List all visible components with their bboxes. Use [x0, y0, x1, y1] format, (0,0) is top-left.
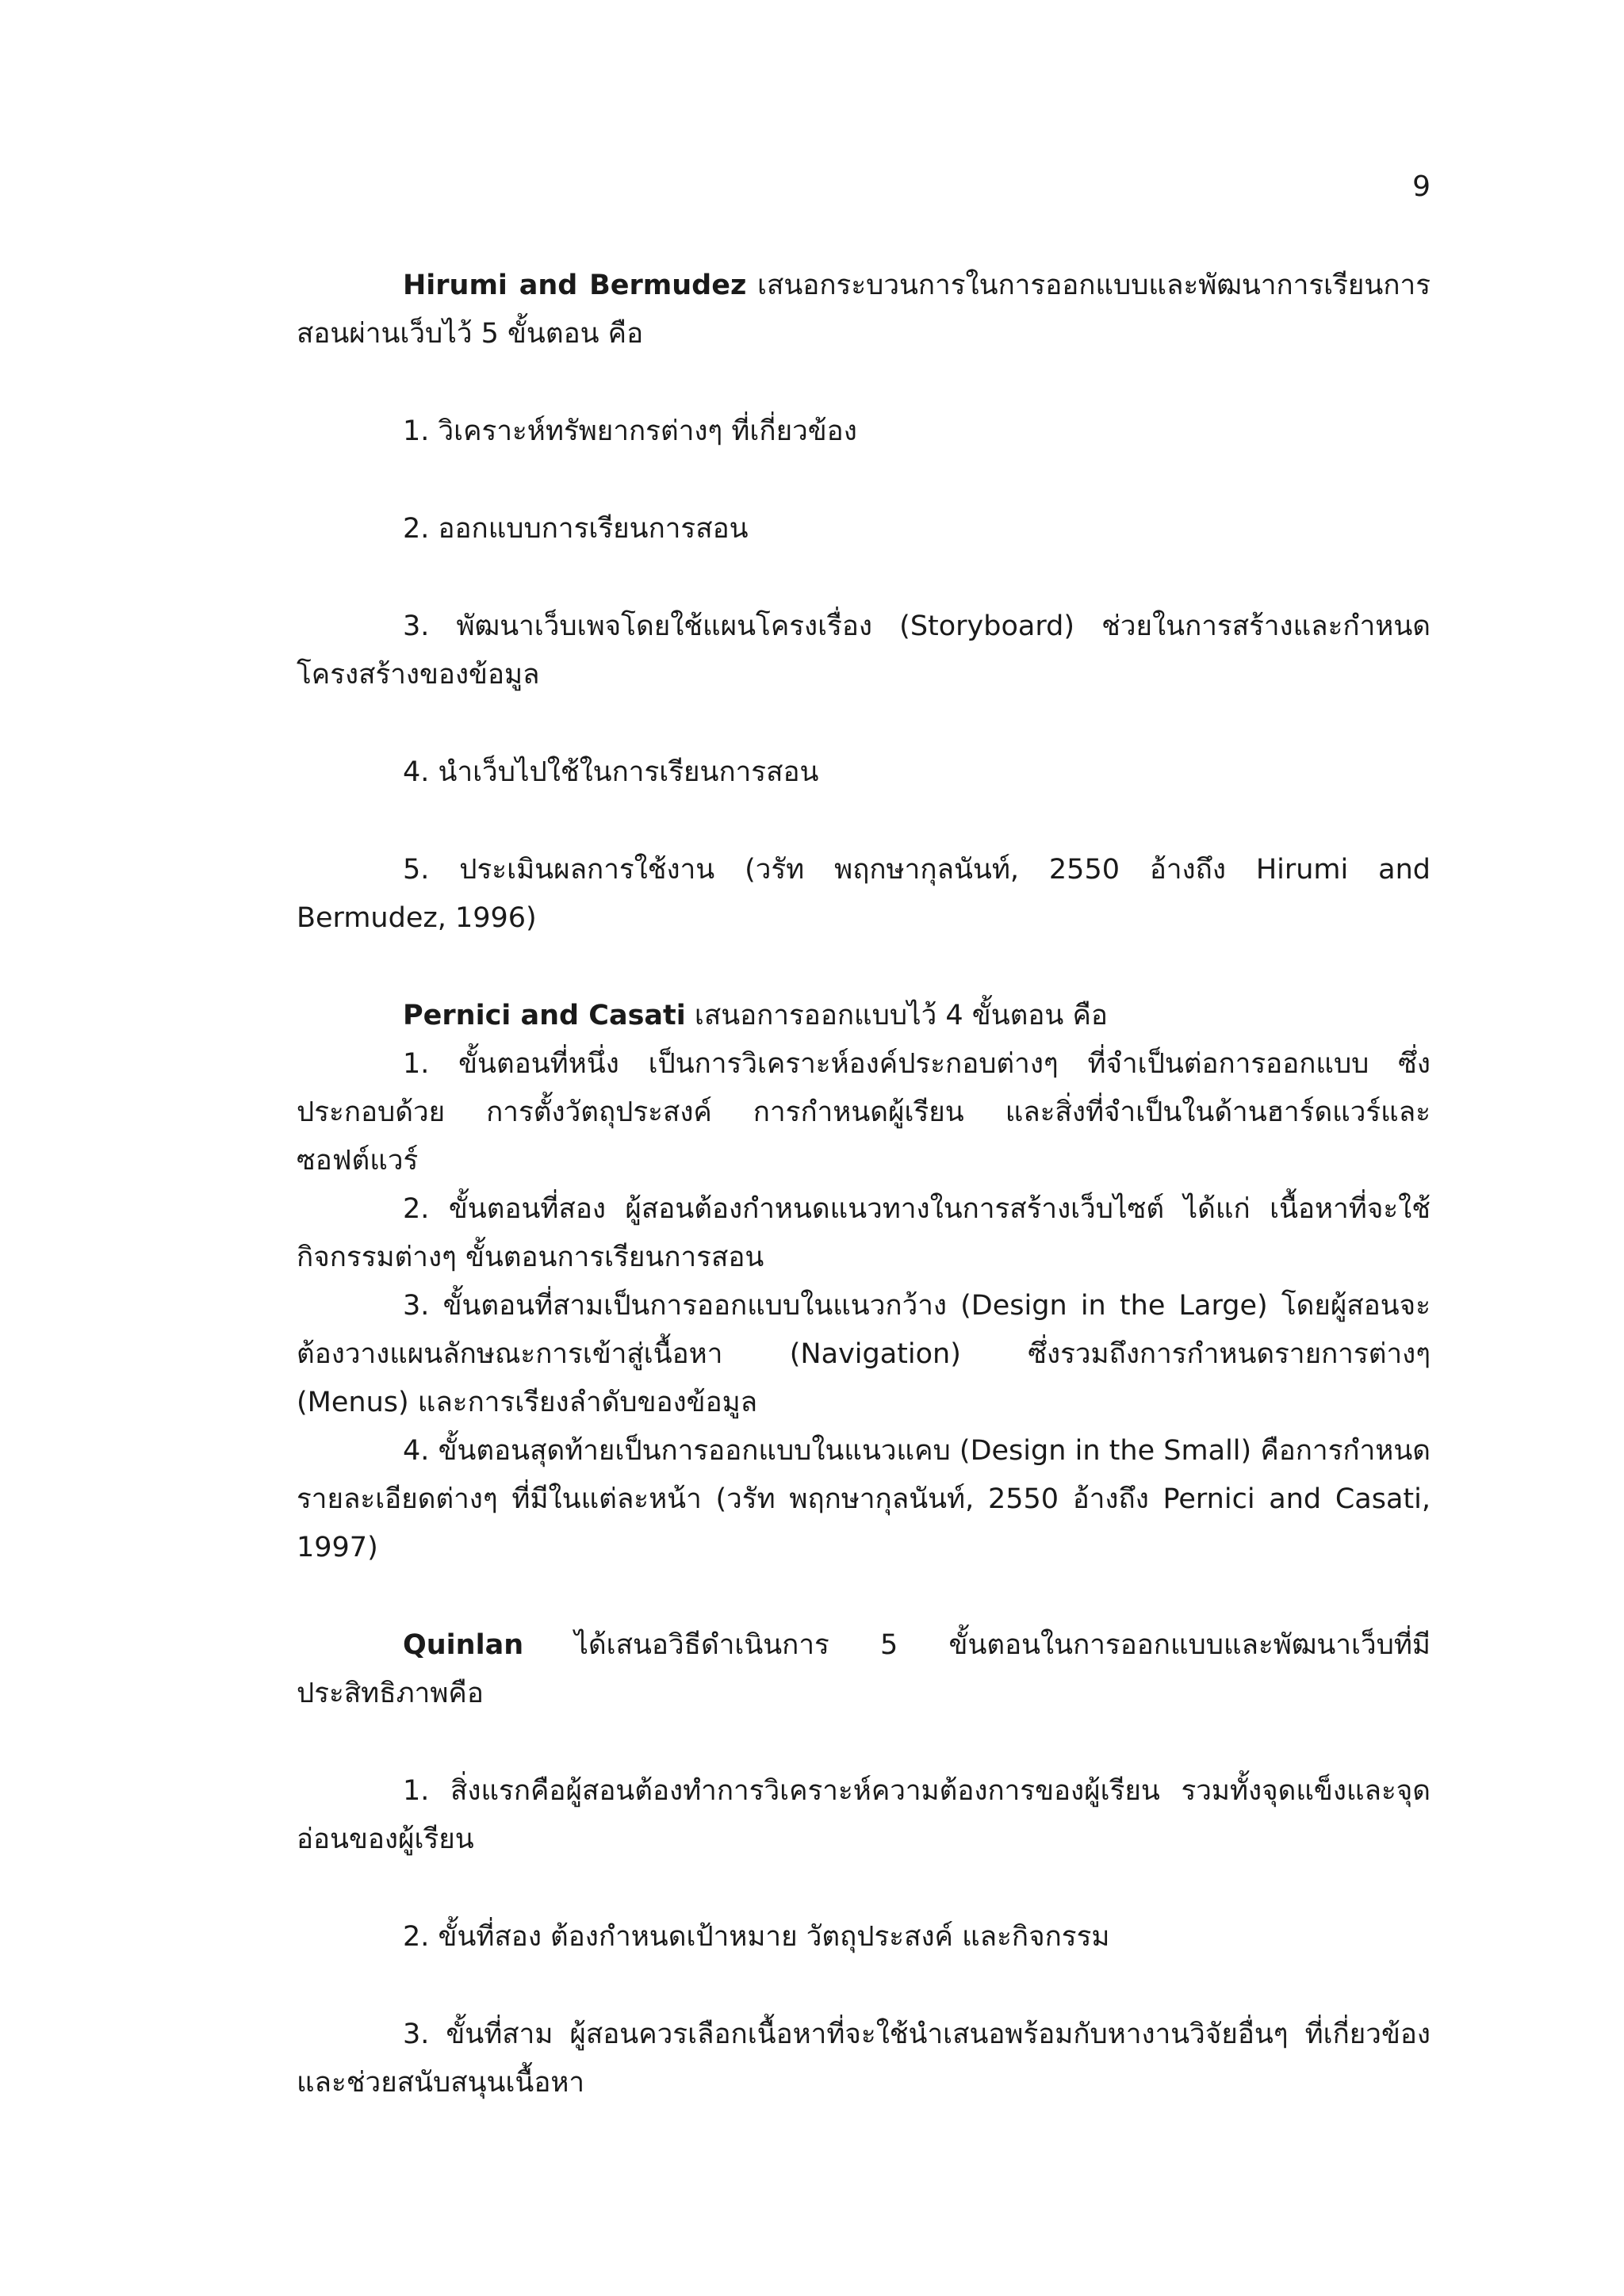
- pernici-intro-text: เสนอการออกแบบไว้ 4 ขั้นตอน คือ: [685, 1000, 1108, 1031]
- quinlan-author: Quinlan: [403, 1629, 524, 1661]
- quinlan-step-3: 3. ขั้นที่สาม ผู้สอนควรเลือกเนื้อหาที่จะใช้นำเสนอพร้อมกับหางานวิจัยอื่นๆ ที่เกี่ยวข้องและช่วยสนับสนุนเนื้อหา: [297, 2019, 1431, 2099]
- pernici-step-3: 3. ขั้นตอนที่สามเป็นการออกแบบในแนวกว้าง (Design in the Large) โดยผู้สอนจะต้องวางแผนลักษณะการเข้าสู่เนื้อหา (Navigation) ซึ่งรวมถึงการกำหนดรายการต่างๆ (Menus) และการเรียงลำดับของข้อมูล: [297, 1290, 1431, 1418]
- quinlan-intro: [297, 1621, 1431, 1718]
- pernici-step-4: 4. ขั้นตอนสุดท้ายเป็นการออกแบบในแนวแคบ (Design in the Small) คือการกำหนดรายละเอียดต่างๆ ที่มีในแต่ละหน้า (วรัท พฤกษากุลนันท์, 2550 อ้างถึง Pernici and Casati, 1997): [297, 1435, 1431, 1563]
- document-body: [297, 262, 1431, 2107]
- pernici-step-2: 2. ขั้นตอนที่สอง ผู้สอนต้องกำหนดแนวทางในการสร้างเว็บไซต์ ได้แก่ เนื้อหาที่จะใช้กิจกรรมต่างๆ ขั้นตอนการเรียนการสอน: [297, 1193, 1431, 1273]
- hirumi-step-2: 2. ออกแบบการเรียนการสอน: [403, 513, 749, 545]
- hirumi-intro: [297, 262, 1431, 358]
- quinlan-step-2: 2. ขั้นที่สอง ต้องกำหนดเป้าหมาย วัตถุประสงค์ และกิจกรรม: [403, 1921, 1110, 1953]
- quinlan-intro-text: ได้เสนอวิธีดำเนินการ 5 ขั้นตอนในการออกแบบและพัฒนาเว็บที่มีประสิทธิภาพคือ: [297, 1629, 1431, 1709]
- hirumi-step-4: 4. นำเว็บไปใช้ในการเรียนการสอน: [403, 756, 819, 788]
- hirumi-step-1: 1. วิเคราะห์ทรัพยากรต่างๆ ที่เกี่ยวข้อง: [403, 415, 857, 447]
- pernici-author: Pernici and Casati: [403, 1000, 686, 1031]
- hirumi-step-3: 3. พัฒนาเว็บเพจโดยใช้แผนโครงเรื่อง (Storyboard) ช่วยในการสร้างและกำหนดโครงสร้างของข้อมูล: [297, 610, 1431, 691]
- hirumi-step-5: 5. ประเมินผลการใช้งาน (วรัท พฤกษากุลนันท์, 2550 อ้างถึง Hirumi and Bermudez, 1996): [297, 854, 1431, 934]
- hirumi-author: Hirumi and Bermudez: [403, 270, 747, 301]
- pernici-intro: [297, 992, 1431, 1040]
- hirumi-intro-text: เสนอกระบวนการในการออกแบบและพัฒนาการเรียนการสอนผ่านเว็บไว้ 5 ขั้นตอน คือ: [297, 270, 1431, 350]
- pernici-step-1: 1. ขั้นตอนที่หนึ่ง เป็นการวิเคราะห์องค์ประกอบต่างๆ ที่จำเป็นต่อการออกแบบ ซึ่งประกอบด้วย การตั้งวัตถุประสงค์ การกำหนดผู้เรียน และสิ่งที่จำเป็นในด้านฮาร์ดแวร์และซอฟต์แวร์: [297, 1048, 1431, 1177]
- quinlan-step-1: 1. สิ่งแรกคือผู้สอนต้องทำการวิเคราะห์ความต้องการของผู้เรียน รวมทั้งจุดแข็งและจุดอ่อนของผู้เรียน: [297, 1775, 1431, 1855]
- page-number: 9: [1412, 170, 1431, 203]
